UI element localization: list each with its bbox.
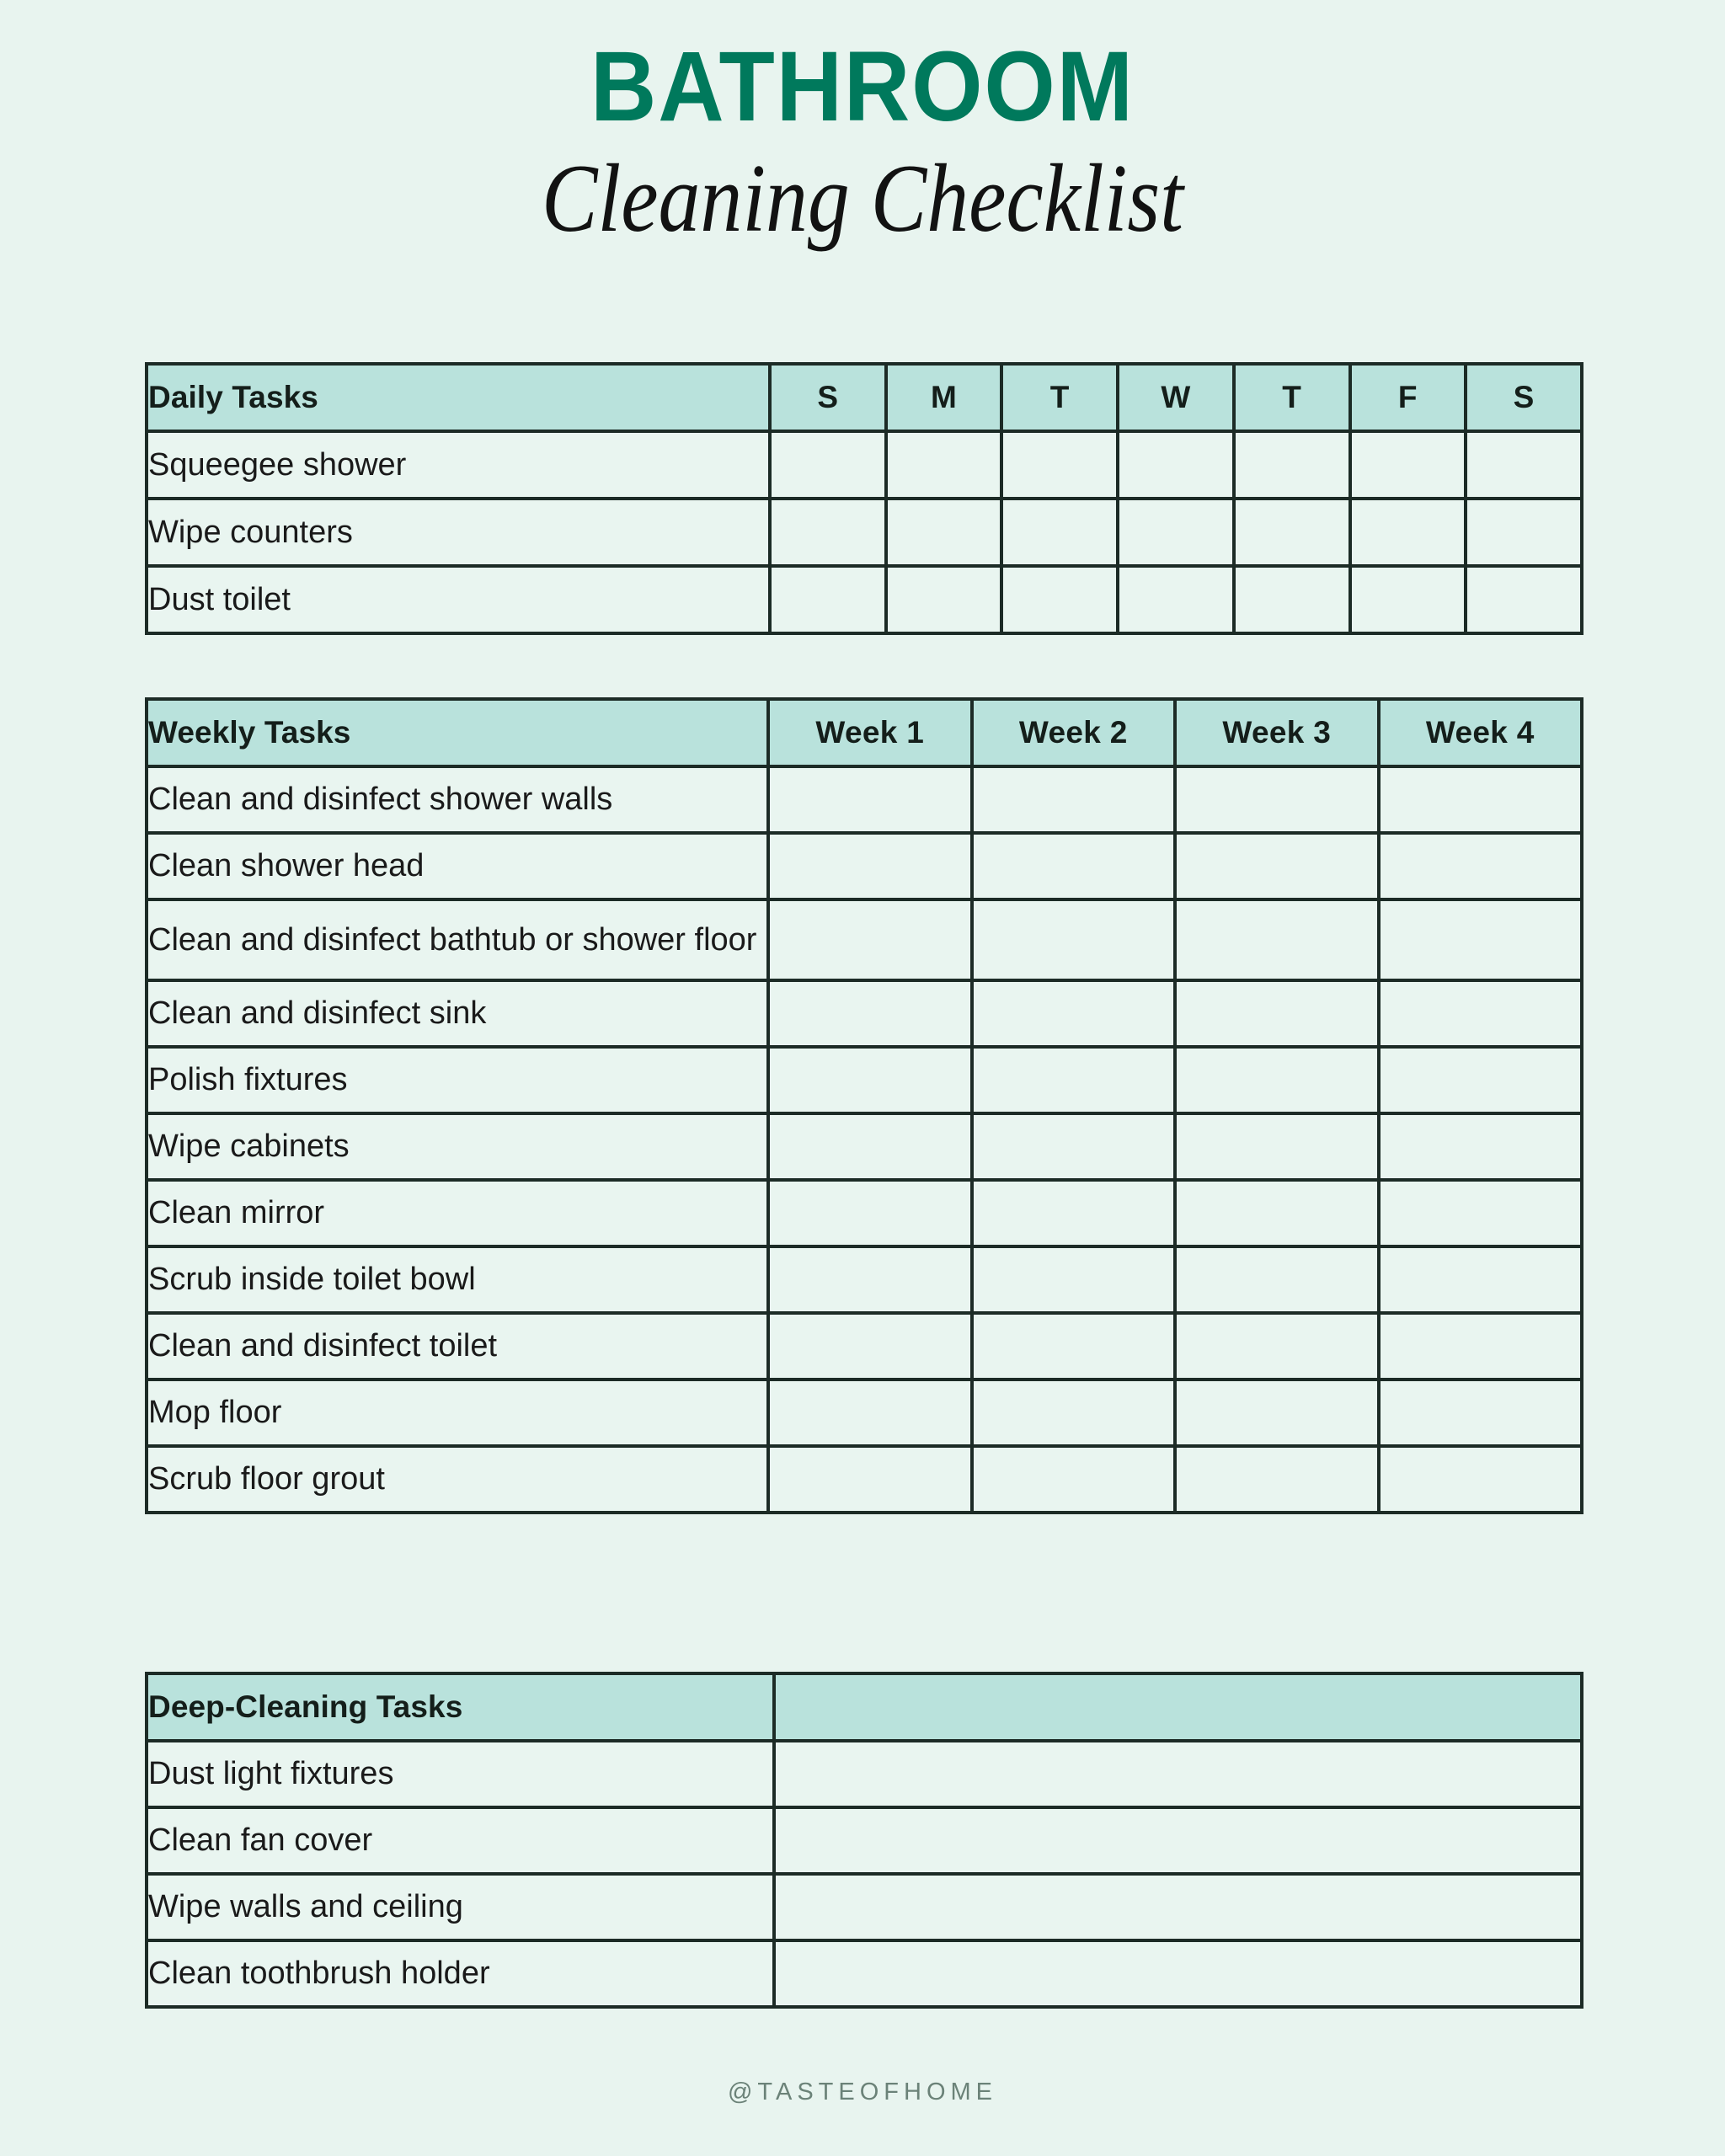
weekly-checkbox-cell[interactable] xyxy=(972,1113,1176,1180)
table-row xyxy=(147,1446,1582,1513)
weekly-task-label: Clean shower head xyxy=(147,833,768,899)
weekly-column-header: Week 1 xyxy=(768,699,972,766)
weekly-task-label: Clean and disinfect toilet xyxy=(147,1313,768,1380)
deep-task-label: Clean toothbrush holder xyxy=(147,1940,774,2007)
weekly-checkbox-cell[interactable] xyxy=(1379,1380,1583,1446)
daily-column-header: S xyxy=(770,364,886,431)
deep-cleaning-tasks-header xyxy=(147,1673,1582,1741)
table-row xyxy=(147,1246,1582,1313)
weekly-checkbox-cell[interactable] xyxy=(1379,1047,1583,1113)
daily-checkbox-cell[interactable] xyxy=(886,566,1002,633)
table-row xyxy=(147,431,1582,499)
daily-tasks-section xyxy=(145,362,1580,635)
page-subtitle: Cleaning Checklist xyxy=(542,145,1183,253)
weekly-checkbox-cell[interactable] xyxy=(972,1446,1176,1513)
daily-task-label: Squeegee shower xyxy=(147,431,770,499)
weekly-checkbox-cell[interactable] xyxy=(1379,833,1583,899)
daily-checkbox-cell[interactable] xyxy=(770,499,886,566)
weekly-checkbox-cell[interactable] xyxy=(768,833,972,899)
daily-checkbox-cell[interactable] xyxy=(1001,431,1118,499)
weekly-checkbox-cell[interactable] xyxy=(972,1246,1176,1313)
daily-checkbox-cell[interactable] xyxy=(1466,566,1582,633)
table-row xyxy=(147,1940,1582,2007)
daily-checkbox-cell[interactable] xyxy=(1350,499,1466,566)
table-header-row xyxy=(147,1673,1582,1741)
daily-column-header: W xyxy=(1118,364,1234,431)
table-row xyxy=(147,1807,1582,1874)
weekly-checkbox-cell[interactable] xyxy=(1379,980,1583,1047)
weekly-tasks-section xyxy=(145,697,1580,1514)
deep-checkbox-cell[interactable] xyxy=(774,1874,1582,1940)
deep-cleaning-tasks-section xyxy=(145,1672,1580,2009)
weekly-checkbox-cell[interactable] xyxy=(1379,1180,1583,1246)
weekly-task-label: Polish fixtures xyxy=(147,1047,768,1113)
table-header-row xyxy=(147,699,1582,766)
weekly-checkbox-cell[interactable] xyxy=(1379,1246,1583,1313)
table-row xyxy=(147,1113,1582,1180)
weekly-column-header: Week 4 xyxy=(1379,699,1583,766)
daily-column-header: T xyxy=(1001,364,1118,431)
deep-checkbox-cell[interactable] xyxy=(774,1940,1582,2007)
weekly-checkbox-cell[interactable] xyxy=(1379,899,1583,980)
page-title: BATHROOM xyxy=(590,31,1135,142)
weekly-checkbox-cell[interactable] xyxy=(768,980,972,1047)
weekly-task-label: Wipe cabinets xyxy=(147,1113,768,1180)
weekly-task-label: Clean and disinfect sink xyxy=(147,980,768,1047)
page-header xyxy=(0,0,1725,257)
table-row xyxy=(147,1047,1582,1113)
daily-checkbox-cell[interactable] xyxy=(770,431,886,499)
weekly-checkbox-cell[interactable] xyxy=(1175,1446,1379,1513)
daily-tasks-header-label: Daily Tasks xyxy=(147,364,770,431)
weekly-checkbox-cell[interactable] xyxy=(768,766,972,833)
deep-task-label: Clean fan cover xyxy=(147,1807,774,1874)
daily-checkbox-cell[interactable] xyxy=(1118,566,1234,633)
weekly-task-label: Mop floor xyxy=(147,1380,768,1446)
weekly-column-header: Week 3 xyxy=(1175,699,1379,766)
weekly-checkbox-cell[interactable] xyxy=(1175,980,1379,1047)
weekly-checkbox-cell[interactable] xyxy=(1175,1380,1379,1446)
daily-checkbox-cell[interactable] xyxy=(886,499,1002,566)
deep-cleaning-tasks-header-label: Deep-Cleaning Tasks xyxy=(147,1673,774,1741)
deep-checkbox-cell[interactable] xyxy=(774,1741,1582,1807)
daily-checkbox-cell[interactable] xyxy=(1118,431,1234,499)
weekly-checkbox-cell[interactable] xyxy=(972,1313,1176,1380)
weekly-checkbox-cell[interactable] xyxy=(768,899,972,980)
daily-checkbox-cell[interactable] xyxy=(886,431,1002,499)
daily-checkbox-cell[interactable] xyxy=(1466,431,1582,499)
deep-cleaning-tasks-table xyxy=(145,1672,1583,2009)
weekly-task-label: Clean and disinfect shower walls xyxy=(147,766,768,833)
weekly-checkbox-cell[interactable] xyxy=(768,1446,972,1513)
deep-task-label: Dust light fixtures xyxy=(147,1741,774,1807)
weekly-checkbox-cell[interactable] xyxy=(972,1380,1176,1446)
weekly-checkbox-cell[interactable] xyxy=(1175,766,1379,833)
weekly-task-label: Clean and disinfect bathtub or shower floor xyxy=(147,899,768,980)
weekly-checkbox-cell[interactable] xyxy=(1175,833,1379,899)
table-row xyxy=(147,1313,1582,1380)
daily-checkbox-cell[interactable] xyxy=(770,566,886,633)
weekly-checkbox-cell[interactable] xyxy=(768,1047,972,1113)
daily-checkbox-cell[interactable] xyxy=(1118,499,1234,566)
daily-tasks-table xyxy=(145,362,1583,635)
table-row xyxy=(147,1380,1582,1446)
weekly-checkbox-cell[interactable] xyxy=(1175,1113,1379,1180)
table-row xyxy=(147,566,1582,633)
table-row xyxy=(147,899,1582,980)
weekly-checkbox-cell[interactable] xyxy=(1175,899,1379,980)
weekly-checkbox-cell[interactable] xyxy=(972,766,1176,833)
weekly-checkbox-cell[interactable] xyxy=(1379,1313,1583,1380)
weekly-tasks-header xyxy=(147,699,1582,766)
table-row xyxy=(147,766,1582,833)
table-row xyxy=(147,980,1582,1047)
table-header-row xyxy=(147,364,1582,431)
table-row xyxy=(147,1874,1582,1940)
table-row xyxy=(147,499,1582,566)
weekly-checkbox-cell[interactable] xyxy=(1379,766,1583,833)
weekly-column-header: Week 2 xyxy=(972,699,1176,766)
daily-column-header: T xyxy=(1234,364,1350,431)
deep-column-header xyxy=(774,1673,1582,1741)
daily-checkbox-cell[interactable] xyxy=(1350,566,1466,633)
weekly-checkbox-cell[interactable] xyxy=(1175,1246,1379,1313)
deep-cleaning-tasks-body xyxy=(147,1741,1582,2007)
weekly-checkbox-cell[interactable] xyxy=(1379,1446,1583,1513)
table-row xyxy=(147,833,1582,899)
table-row xyxy=(147,1741,1582,1807)
weekly-checkbox-cell[interactable] xyxy=(1175,1180,1379,1246)
daily-tasks-body xyxy=(147,431,1582,633)
daily-checkbox-cell[interactable] xyxy=(1001,499,1118,566)
weekly-checkbox-cell[interactable] xyxy=(768,1246,972,1313)
weekly-task-label: Scrub inside toilet bowl xyxy=(147,1246,768,1313)
daily-checkbox-cell[interactable] xyxy=(1234,566,1350,633)
daily-column-header: M xyxy=(886,364,1002,431)
table-row xyxy=(147,1180,1582,1246)
daily-checkbox-cell[interactable] xyxy=(1466,499,1582,566)
weekly-task-label: Scrub floor grout xyxy=(147,1446,768,1513)
deep-task-label: Wipe walls and ceiling xyxy=(147,1874,774,1940)
weekly-checkbox-cell[interactable] xyxy=(1175,1313,1379,1380)
weekly-checkbox-cell[interactable] xyxy=(972,1180,1176,1246)
footer-handle: @TASTEOFHOME xyxy=(727,2079,997,2105)
weekly-checkbox-cell[interactable] xyxy=(972,899,1176,980)
weekly-checkbox-cell[interactable] xyxy=(768,1180,972,1246)
daily-checkbox-cell[interactable] xyxy=(1234,499,1350,566)
daily-checkbox-cell[interactable] xyxy=(1234,431,1350,499)
daily-checkbox-cell[interactable] xyxy=(1001,566,1118,633)
weekly-checkbox-cell[interactable] xyxy=(768,1380,972,1446)
weekly-checkbox-cell[interactable] xyxy=(972,980,1176,1047)
weekly-tasks-header-label: Weekly Tasks xyxy=(147,699,768,766)
weekly-checkbox-cell[interactable] xyxy=(972,1047,1176,1113)
daily-column-header: S xyxy=(1466,364,1582,431)
daily-tasks-header xyxy=(147,364,1582,431)
weekly-tasks-table xyxy=(145,697,1583,1514)
weekly-checkbox-cell[interactable] xyxy=(1379,1113,1583,1180)
weekly-task-label: Clean mirror xyxy=(147,1180,768,1246)
weekly-checkbox-cell[interactable] xyxy=(768,1313,972,1380)
daily-task-label: Wipe counters xyxy=(147,499,770,566)
daily-task-label: Dust toilet xyxy=(147,566,770,633)
deep-checkbox-cell[interactable] xyxy=(774,1807,1582,1874)
weekly-tasks-body xyxy=(147,766,1582,1513)
weekly-checkbox-cell[interactable] xyxy=(768,1113,972,1180)
daily-checkbox-cell[interactable] xyxy=(1350,431,1466,499)
weekly-checkbox-cell[interactable] xyxy=(1175,1047,1379,1113)
weekly-checkbox-cell[interactable] xyxy=(972,833,1176,899)
daily-column-header: F xyxy=(1350,364,1466,431)
